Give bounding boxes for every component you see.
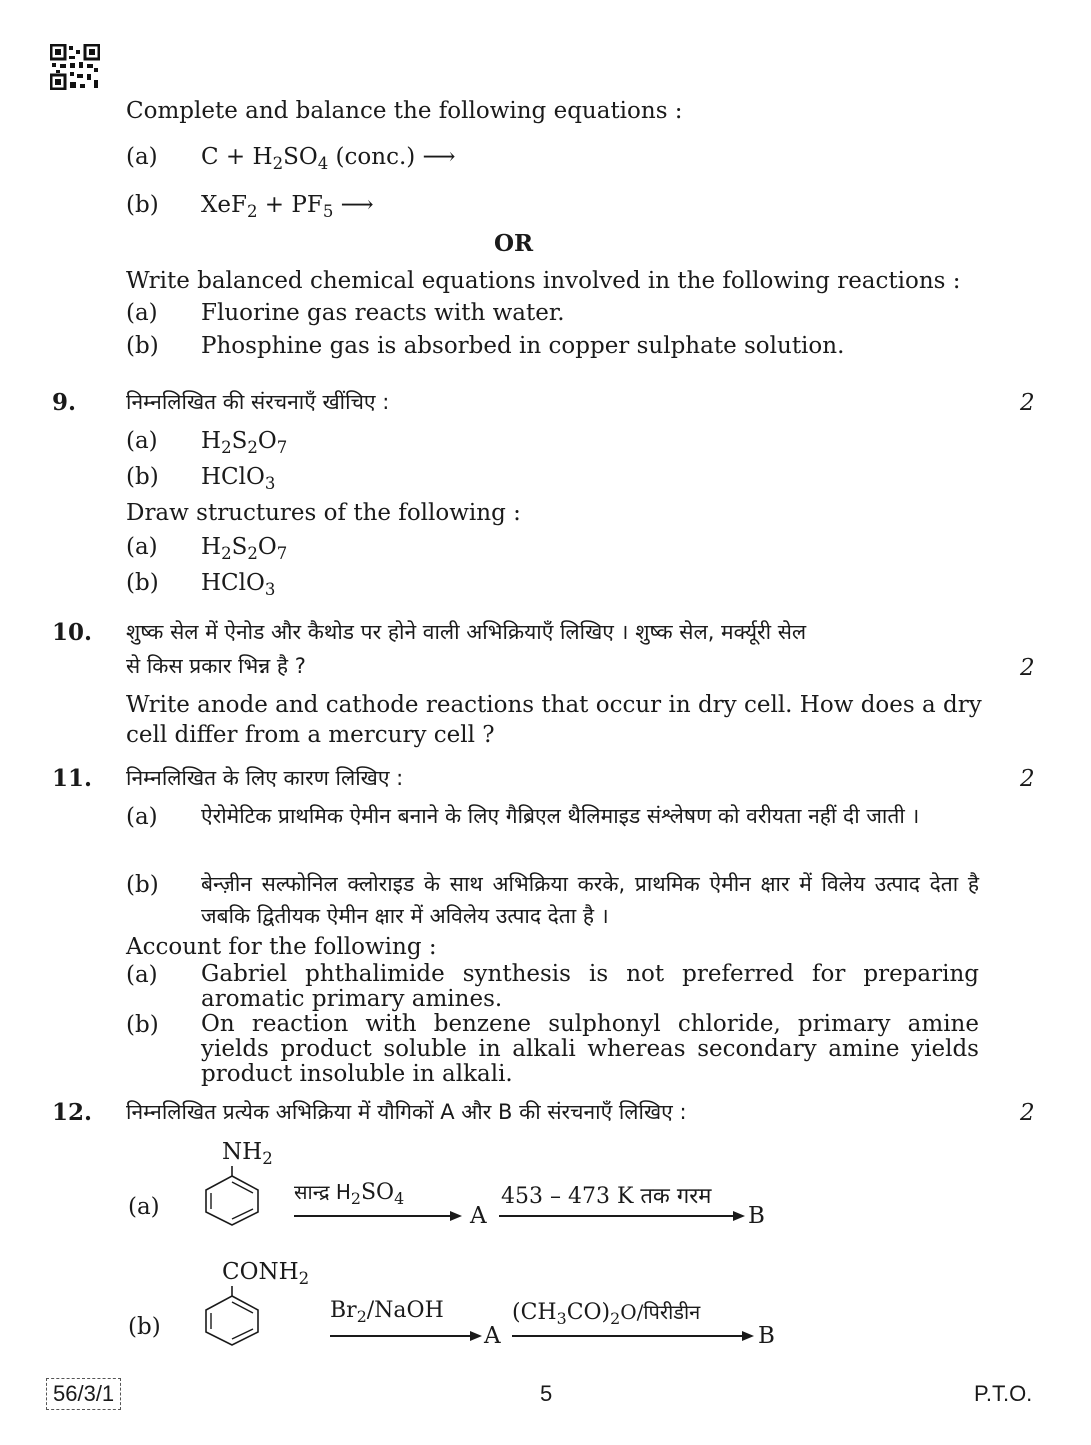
q10-english-line2: cell differ from a mercury cell ? [126, 722, 495, 748]
q9-marks: 2 [1020, 390, 1035, 416]
q12-a-arrow1 [294, 1215, 452, 1217]
q8-or-a-label: (a) [126, 300, 158, 326]
q12-number: 12. [52, 1099, 93, 1126]
q11-hindi-b-label: (b) [126, 872, 159, 898]
q9-b-label: (b) [126, 464, 159, 490]
q12-b-arrow2 [512, 1335, 744, 1337]
q12-b-arrow1 [330, 1335, 472, 1337]
q11-english: Account for the following : [126, 934, 437, 960]
q11-eng-b-text: On reaction with benzene sulphonyl chloride, primary amine yields product soluble in alkali whereas secondary amine yields product insoluble in alkali. [201, 1011, 979, 1087]
q8-instruction: Complete and balance the following equations : [126, 98, 683, 124]
q12-a-substituent: $NH_2$ [222, 1139, 273, 1168]
qr-code-icon [50, 44, 100, 90]
q12-b-product-A: A [484, 1323, 501, 1349]
q9-english: Draw structures of the following : [126, 500, 521, 526]
q10-number: 10. [52, 619, 93, 646]
q12-a-reagent2: 453 – 473 K तक गरम [501, 1184, 712, 1209]
q12-a-product-B: B [748, 1203, 765, 1229]
q12-marks: 2 [1020, 1100, 1035, 1126]
q8-b-label: (b) [126, 192, 159, 218]
q9-a-label: (a) [126, 428, 158, 454]
q9-hindi: निम्नलिखित की संरचनाएँ खींचिए : [126, 390, 390, 414]
q9-a-formula: $H_2S_2O_7$ [201, 428, 288, 457]
q12-b-benzene-ring [200, 1284, 264, 1348]
q9-eng-a-formula: $H_2S_2O_7$ [201, 534, 288, 563]
q11-hindi-b-text: बेन्ज़ीन सल्फोनिल क्लोराइड के साथ अभिक्रिया करके, प्राथमिक ऐमीन क्षार में विलेय उत्पाद देता है जबकि द्वितीयक ऐमीन क्षार में अविलेय उत्पाद देता है । [201, 872, 979, 928]
q12-a-benzene-ring [200, 1164, 264, 1228]
q9-b-formula: HClO$_3$ [201, 464, 276, 493]
q11-eng-a-text: Gabriel phthalimide synthesis is not preferred for preparing aromatic primary amines. [201, 961, 979, 1012]
paper-code: 56/3/1 [46, 1378, 121, 1410]
q12-b-label: (b) [128, 1314, 161, 1340]
or-divider: OR [494, 230, 534, 257]
q9-eng-b-formula: HClO$_3$ [201, 570, 276, 599]
q11-eng-b-label: (b) [126, 1012, 159, 1038]
q12-a-reagent1: सान्द्र $H_2SO_4$ [294, 1180, 405, 1208]
q9-eng-b-label: (b) [126, 570, 159, 596]
q10-hindi-line2: से किस प्रकार भिन्न है ? [126, 654, 306, 678]
q12-b-reagent1: $Br_2$/NaOH [330, 1298, 444, 1326]
q12-b-arrow2-head [742, 1331, 754, 1341]
q8-or-a-text: Fluorine gas reacts with water. [201, 300, 565, 326]
q11-number: 11. [52, 765, 93, 792]
q11-hindi-a-label: (a) [126, 804, 158, 830]
q10-marks: 2 [1020, 655, 1035, 681]
q12-b-substituent: $CONH_2$ [222, 1259, 310, 1288]
q12-hindi: निम्नलिखित प्रत्येक अभिक्रिया में यौगिकों A और B की संरचनाएँ लिखिए : [126, 1100, 687, 1124]
q12-a-product-A: A [470, 1203, 487, 1229]
q11-hindi-a-text: ऐरोमेटिक प्राथमिक ऐमीन बनाने के लिए गैब्रिएल थैलिमाइड संश्लेषण को वरीयता नहीं दी जाती । [201, 804, 920, 828]
q10-english-line1: Write anode and cathode reactions that occur in dry cell. How does a dry [126, 692, 982, 718]
page-number: 5 [540, 1381, 553, 1406]
q12-b-product-B: B [758, 1323, 775, 1349]
q9-number: 9. [52, 389, 77, 416]
q12-a-arrow1-head [450, 1211, 462, 1221]
q11-eng-a-label: (a) [126, 962, 158, 988]
q11-hindi: निम्नलिखित के लिए कारण लिखिए : [126, 766, 404, 790]
q9-eng-a-label: (a) [126, 534, 158, 560]
q8-b-equation: $XeF_2 + PF_5$ ⟶ [201, 192, 374, 221]
q12-a-arrow2 [499, 1215, 735, 1217]
q8-a-label: (a) [126, 144, 158, 170]
pto-label: P.T.O. [974, 1381, 1033, 1406]
q8-or-b-label: (b) [126, 333, 159, 359]
q11-marks: 2 [1020, 766, 1035, 792]
q12-b-arrow1-head [470, 1331, 482, 1341]
q12-a-label: (a) [128, 1194, 160, 1220]
q12-a-arrow2-head [733, 1211, 745, 1221]
q8-or-instruction: Write balanced chemical equations involved in the following reactions : [126, 268, 961, 294]
q8-a-equation: $C + H_2SO_4$ (conc.) ⟶ [201, 144, 456, 173]
q12-b-reagent2: $(CH_3CO)_2O/पिरीडीन$ [512, 1300, 701, 1328]
q10-hindi-line1: शुष्क सेल में ऐनोड और कैथोड पर होने वाली अभिक्रियाएँ लिखिए । शुष्क सेल, मर्क्यूरी सेल [126, 620, 807, 644]
q8-or-b-text: Phosphine gas is absorbed in copper sulphate solution. [201, 333, 845, 359]
